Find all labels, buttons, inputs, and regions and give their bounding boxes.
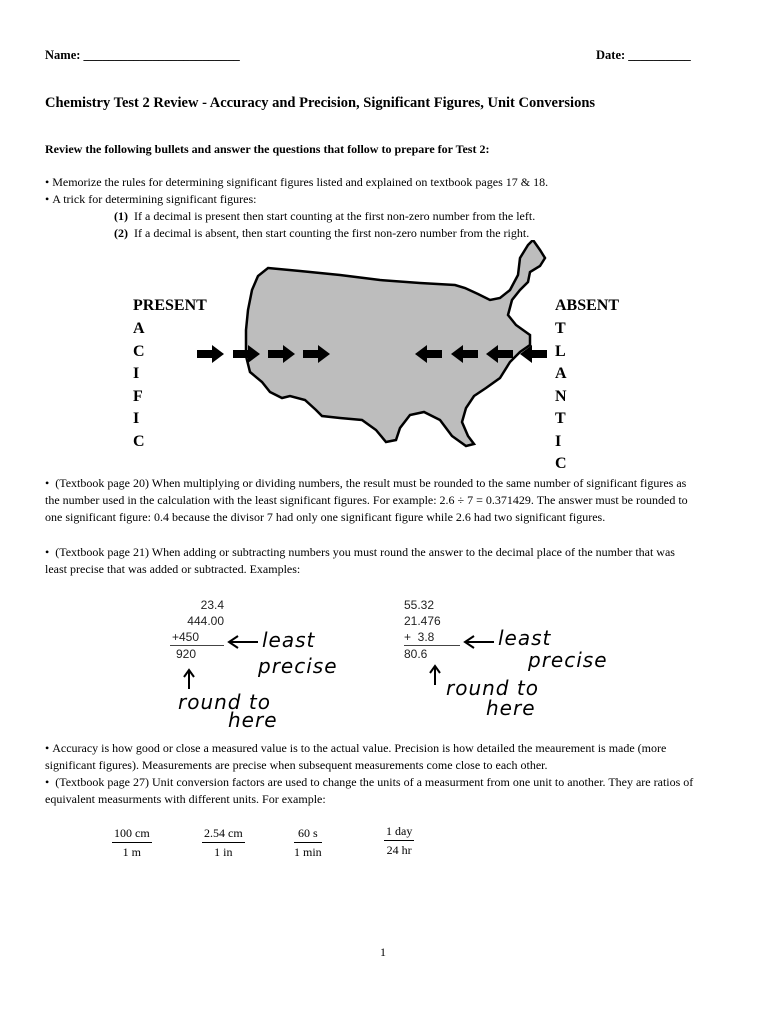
conversion-factor [384, 824, 414, 858]
name-field-label: Name: _________________________ [45, 48, 240, 62]
conversion-factor [112, 826, 152, 860]
usa-map-shape [246, 240, 545, 446]
bullet-trick [45, 192, 256, 207]
letter: C [133, 342, 145, 360]
rule-number: (2) [114, 226, 128, 240]
bullet-text: A trick for determining significant figures: [52, 192, 257, 206]
example-1-numbers [170, 597, 224, 662]
conversion-factor [294, 826, 322, 860]
sum: 920 [176, 647, 197, 661]
present-heading: PRESENT [133, 297, 207, 314]
letter: T [555, 410, 566, 427]
rule-text: If a decimal is present then start counting at the first non-zero number from the left. [134, 209, 536, 223]
addend: 55.32 [404, 598, 435, 612]
bullet-dot: • [45, 545, 50, 559]
paragraph-text: (Textbook page 20) When multiplying or dividing numbers, the result must be rounded to the same number of significant figures as the number used in the calculation with the least significant figures. For example: 2.6 ÷ 7 = 0.371429. The answer must be rounded to one significant figure: 0.4 because the divisor 7 had only one significant figure while 2.6 had two significant figures. [45, 476, 688, 524]
letter: L [555, 342, 566, 360]
bullet-dot: • [45, 192, 50, 206]
denominator: 1 min [294, 845, 322, 859]
denominator: 1 in [214, 845, 233, 859]
handwritten-precise: precise [528, 648, 608, 672]
rule-1 [114, 208, 535, 225]
intro-instruction: Review the following bullets and answer the questions that follow to prepare for Test 2: [45, 142, 490, 156]
handwritten-least: least [262, 628, 316, 652]
rule-number: (1) [114, 209, 128, 223]
example-2-numbers [404, 597, 460, 662]
handwritten-least: least [498, 626, 552, 650]
pacific-letters [133, 318, 145, 453]
letter: I [133, 410, 140, 427]
arrow-right-icon [197, 345, 224, 363]
addend: +450 [170, 629, 224, 646]
numerator: 100 cm [112, 826, 152, 843]
letter: A [555, 365, 567, 382]
handwritten-here: here [228, 708, 278, 732]
paragraph-text: Accuracy is how good or close a measured value is to the actual value. Precision is how detailed the meaurement is made (more significant figures). Measurements are precise when subsequent measurements come close to each other. [45, 741, 667, 772]
bullet-dot: • [45, 476, 50, 490]
handwritten-round-to: round to [178, 690, 271, 714]
letter: F [133, 387, 143, 405]
bullet-dot: • [45, 175, 50, 189]
addend: 23.4 [200, 598, 224, 612]
handwritten-round-to: round to [446, 676, 539, 700]
addend: + 3.8 [404, 629, 460, 646]
letter: C [133, 432, 145, 450]
paragraph-accuracy-precision [45, 740, 705, 774]
paragraph-text: (Textbook page 27) Unit conversion factors are used to change the units of a measurment from one unit to another. They are ratios of equivalent measurments with different units. For example: [45, 775, 694, 806]
bullet-memorize [45, 175, 548, 190]
atlantic-letters [555, 318, 567, 476]
paragraph-add-subtract [45, 544, 695, 578]
conversion-factor [202, 826, 245, 860]
page-title: Chemistry Test 2 Review - Accuracy and Precision, Significant Figures, Unit Conversions [45, 95, 596, 111]
denominator: 1 m [122, 845, 141, 859]
denominator: 24 hr [386, 843, 412, 857]
absent-heading: ABSENT [555, 297, 620, 314]
arrow-left-icon [462, 634, 496, 650]
arrow-left-icon [226, 634, 260, 650]
letter: I [555, 432, 562, 450]
letter: C [555, 455, 567, 472]
numerator: 2.54 cm [202, 826, 245, 843]
letter: A [133, 320, 145, 337]
arrow-up-icon [428, 664, 442, 686]
addend: 444.00 [187, 614, 224, 628]
handwritten-precise: precise [258, 654, 338, 678]
paragraph-text: (Textbook page 21) When adding or subtracting numbers you must round the answer to the decimal place of the number that was least precise that was added or subtracted. Examples: [45, 545, 675, 576]
letter: I [133, 365, 140, 382]
paragraph-multiply-divide [45, 475, 695, 526]
numerator: 1 day [384, 824, 414, 841]
bullet-text: Memorize the rules for determining significant figures listed and explained on textbook pages 17 & 18. [52, 175, 549, 189]
sum: 80.6 [404, 647, 428, 661]
numerator: 60 s [294, 826, 322, 843]
rule-text: If a decimal is absent, then start counting the first non-zero number from the right. [134, 226, 530, 240]
arrow-up-icon [182, 668, 196, 690]
letter: N [555, 387, 567, 405]
handwritten-here: here [486, 696, 536, 720]
date-field-label: Date: __________ [596, 48, 691, 62]
letter: T [555, 320, 566, 337]
paragraph-unit-conversion [45, 774, 705, 808]
bullet-dot: • [45, 741, 50, 755]
addend: 21.476 [404, 614, 441, 628]
page-number: 1 [380, 945, 386, 959]
bullet-dot: • [45, 775, 50, 789]
